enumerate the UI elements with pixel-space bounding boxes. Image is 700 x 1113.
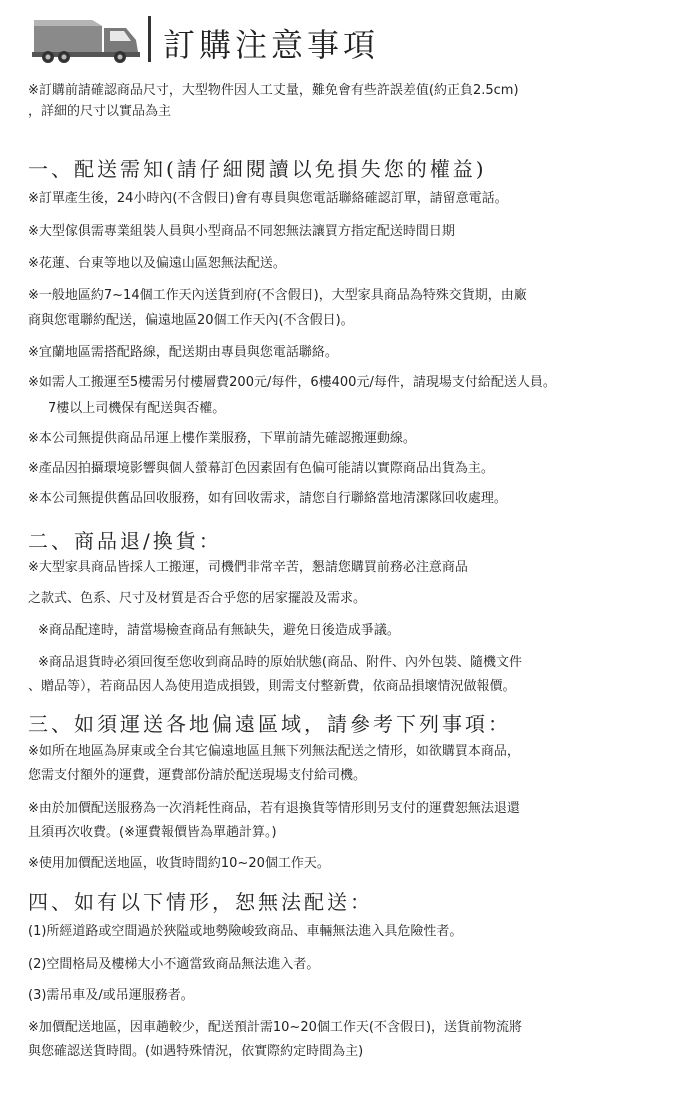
section2-line: ※大型家具商品皆採人工搬運，司機們非常辛苦，懇請您購買前務必注意商品: [28, 560, 468, 575]
section4-line: 與您確認送貨時間。(如遇特殊情況，依實際約定時間為主): [28, 1044, 364, 1059]
page-header: [28, 8, 668, 68]
section1-line: ※宜蘭地區需搭配路線，配送期由專員與您電話聯絡。: [28, 345, 338, 360]
delivery-truck-icon: [30, 14, 142, 64]
section1-line: 商與您電聯約配送，偏遠地區20個工作天內(不含假日)。: [28, 313, 354, 328]
section1-line: ※本公司無提供舊品回收服務，如有回收需求，請您自行聯絡當地清潔隊回收處理。: [28, 491, 507, 506]
intro-line-1: ※訂購前請確認商品尺寸，大型物件因人工丈量，難免會有些許誤差值(約正負2.5cm): [28, 83, 519, 98]
section3-line: ※由於加價配送服務為一次消耗性商品，若有退換貨等情形則另支付的運費恕無法退還: [28, 801, 520, 816]
intro-line-2: ，詳細的尺寸以實品為主: [28, 104, 172, 119]
section3-line: 且須再次收費。(※運費報價皆為單趟計算。): [28, 825, 277, 840]
section1-line: 7樓以上司機保有配送與否權。: [48, 401, 226, 416]
section3-line: 您需支付額外的運費，運費部份請於配送現場支付給司機。: [28, 768, 367, 783]
section1-line: ※如需人工搬運至5樓需另付樓層費200元/每件，6樓400元/每件，請現場支付給配送人員。: [28, 375, 556, 390]
section3-line: ※使用加價配送地區，收貨時間約10~20個工作天。: [28, 856, 330, 871]
section1-line: ※花蓮、台東等地以及偏遠山區恕無法配送。: [28, 256, 286, 271]
section2-line: 、贈品等），若商品因人為使用造成損毀，則需支付整新費，依商品損壞情況做報價。: [28, 679, 516, 694]
section4-line: (2)空間格局及樓梯大小不適當致商品無法進入者。: [28, 957, 320, 972]
section4-heading: 四、如有以下情形，恕無法配送：: [28, 890, 373, 914]
section4-line: (1)所經道路或空間過於狹隘或地勢險峻致商品、車輛無法進入具危險性者。: [28, 924, 463, 939]
section3-line: ※如所在地區為屏東或全台其它偏遠地區且無下列無法配送之情形，如欲購買本商品，: [28, 744, 520, 759]
section1-line: ※大型傢俱需專業組裝人員與小型商品不同恕無法讓買方指定配送時間日期: [28, 224, 455, 239]
section2-heading: 二、商品退/換貨：: [28, 529, 222, 553]
section1-line: ※產品因拍攝環境影響與個人螢幕訂色因素固有色偏可能請以實際商品出貨為主。: [28, 461, 494, 476]
page-title: 訂購注意事項: [163, 26, 380, 64]
section1-line: ※訂單產生後，24小時內(不含假日)會有專員與您電話聯絡確認訂單，請留意電話。: [28, 191, 508, 206]
section1-line: ※一般地區約7~14個工作天內送貨到府(不含假日)，大型家具商品為特殊交貨期，由廠: [28, 288, 527, 303]
section3-heading: 三、如須運送各地偏遠區域，請參考下列事項：: [28, 712, 511, 736]
section1-line: ※本公司無提供商品吊運上樓作業服務，下單前請先確認搬運動線。: [28, 431, 416, 446]
header-divider: [148, 16, 151, 62]
section2-line: ※商品退貨時必須回復至您收到商品時的原始狀態(商品、附件、內外包裝、隨機文件: [38, 655, 522, 670]
section2-line: 之款式、色系、尺寸及材質是否合乎您的居家擺設及需求。: [28, 591, 367, 606]
section2-line: ※商品配達時，請當場檢查商品有無缺失，避免日後造成爭議。: [38, 623, 400, 638]
section1-heading: 一、配送需知(請仔細閱讀以免損失您的權益): [28, 157, 487, 181]
section4-line: (3)需吊車及/或吊運服務者。: [28, 988, 194, 1003]
section4-line: ※加價配送地區，因車趟較少，配送預計需10~20個工作天(不含假日)，送貨前物流將: [28, 1020, 523, 1035]
